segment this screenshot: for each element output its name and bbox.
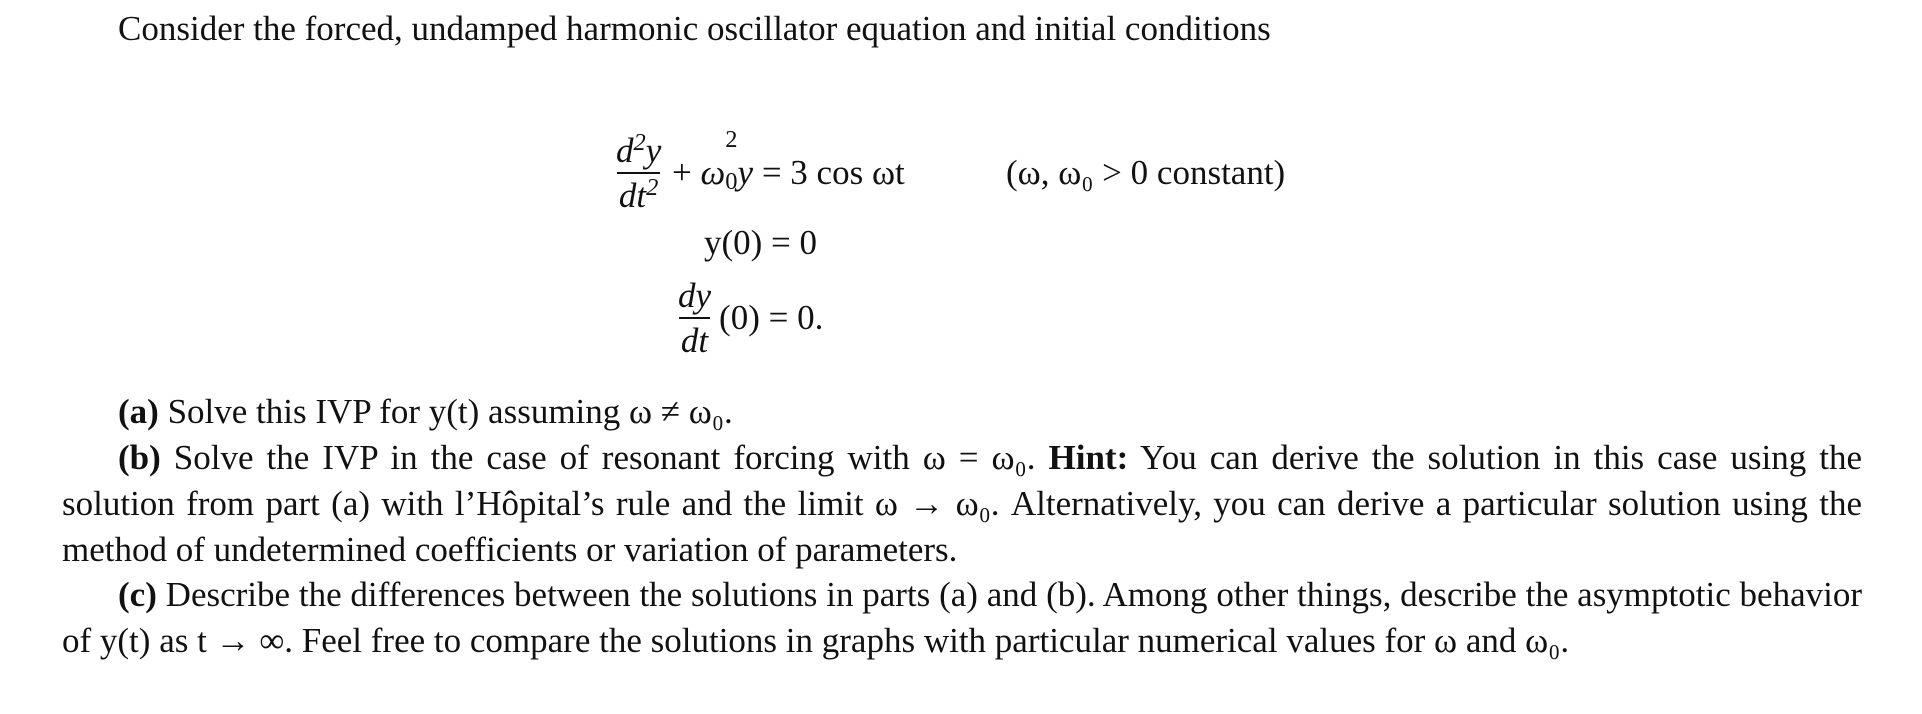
part-b-label: (b) bbox=[118, 438, 161, 477]
part-c-label: (c) bbox=[118, 575, 157, 614]
part-a-label: (a) bbox=[118, 392, 159, 431]
initial-condition-y: y(0) = 0 bbox=[704, 223, 818, 262]
ode-rhs: = 3 cos ωt bbox=[761, 153, 905, 192]
part-b bbox=[62, 435, 1862, 573]
intro-text: Consider the forced, undamped harmonic oscillator equation and initial conditions bbox=[118, 9, 1271, 48]
part-b-text: Solve the IVP in the case of resonant forcing with ω = ω₀. bbox=[173, 438, 1036, 477]
part-c bbox=[62, 572, 1862, 664]
initial-condition-dy-value: (0) = 0. bbox=[719, 298, 824, 337]
constants-condition: (ω, ω₀ > 0 constant) bbox=[1006, 153, 1286, 192]
ode-lhs-term: + ω $_{2 0}$y bbox=[663, 126, 754, 196]
ode-equation bbox=[614, 128, 905, 218]
part-a bbox=[62, 389, 1862, 435]
part-a-text: Solve this IVP for y(t) assuming ω ≠ ω₀. bbox=[167, 392, 733, 431]
hint-label: Hint: bbox=[1048, 438, 1129, 477]
initial-condition-dy bbox=[676, 276, 823, 360]
hint-text: You can derive the solution in this case using the solution from part (a) with l’Hôpital’s rule and the limit ω → ω₀. Alternatively, you can derive a particular solution using the method of undetermined coefficients or variation of parameters. bbox=[62, 438, 1863, 569]
part-c-text: Describe the differences between the solutions in parts (a) and (b). Among other things, describe the asymptotic behavior of y(t) as t → ∞. Feel free to compare the solutions in graphs with particular numerical values for ω and ω₀. bbox=[62, 575, 1862, 660]
second-derivative-fraction: $\frac{d^2y}{dt^2}$ bbox=[616, 128, 662, 215]
first-derivative-fraction: $\frac{dy}{dt}$ bbox=[678, 276, 712, 360]
